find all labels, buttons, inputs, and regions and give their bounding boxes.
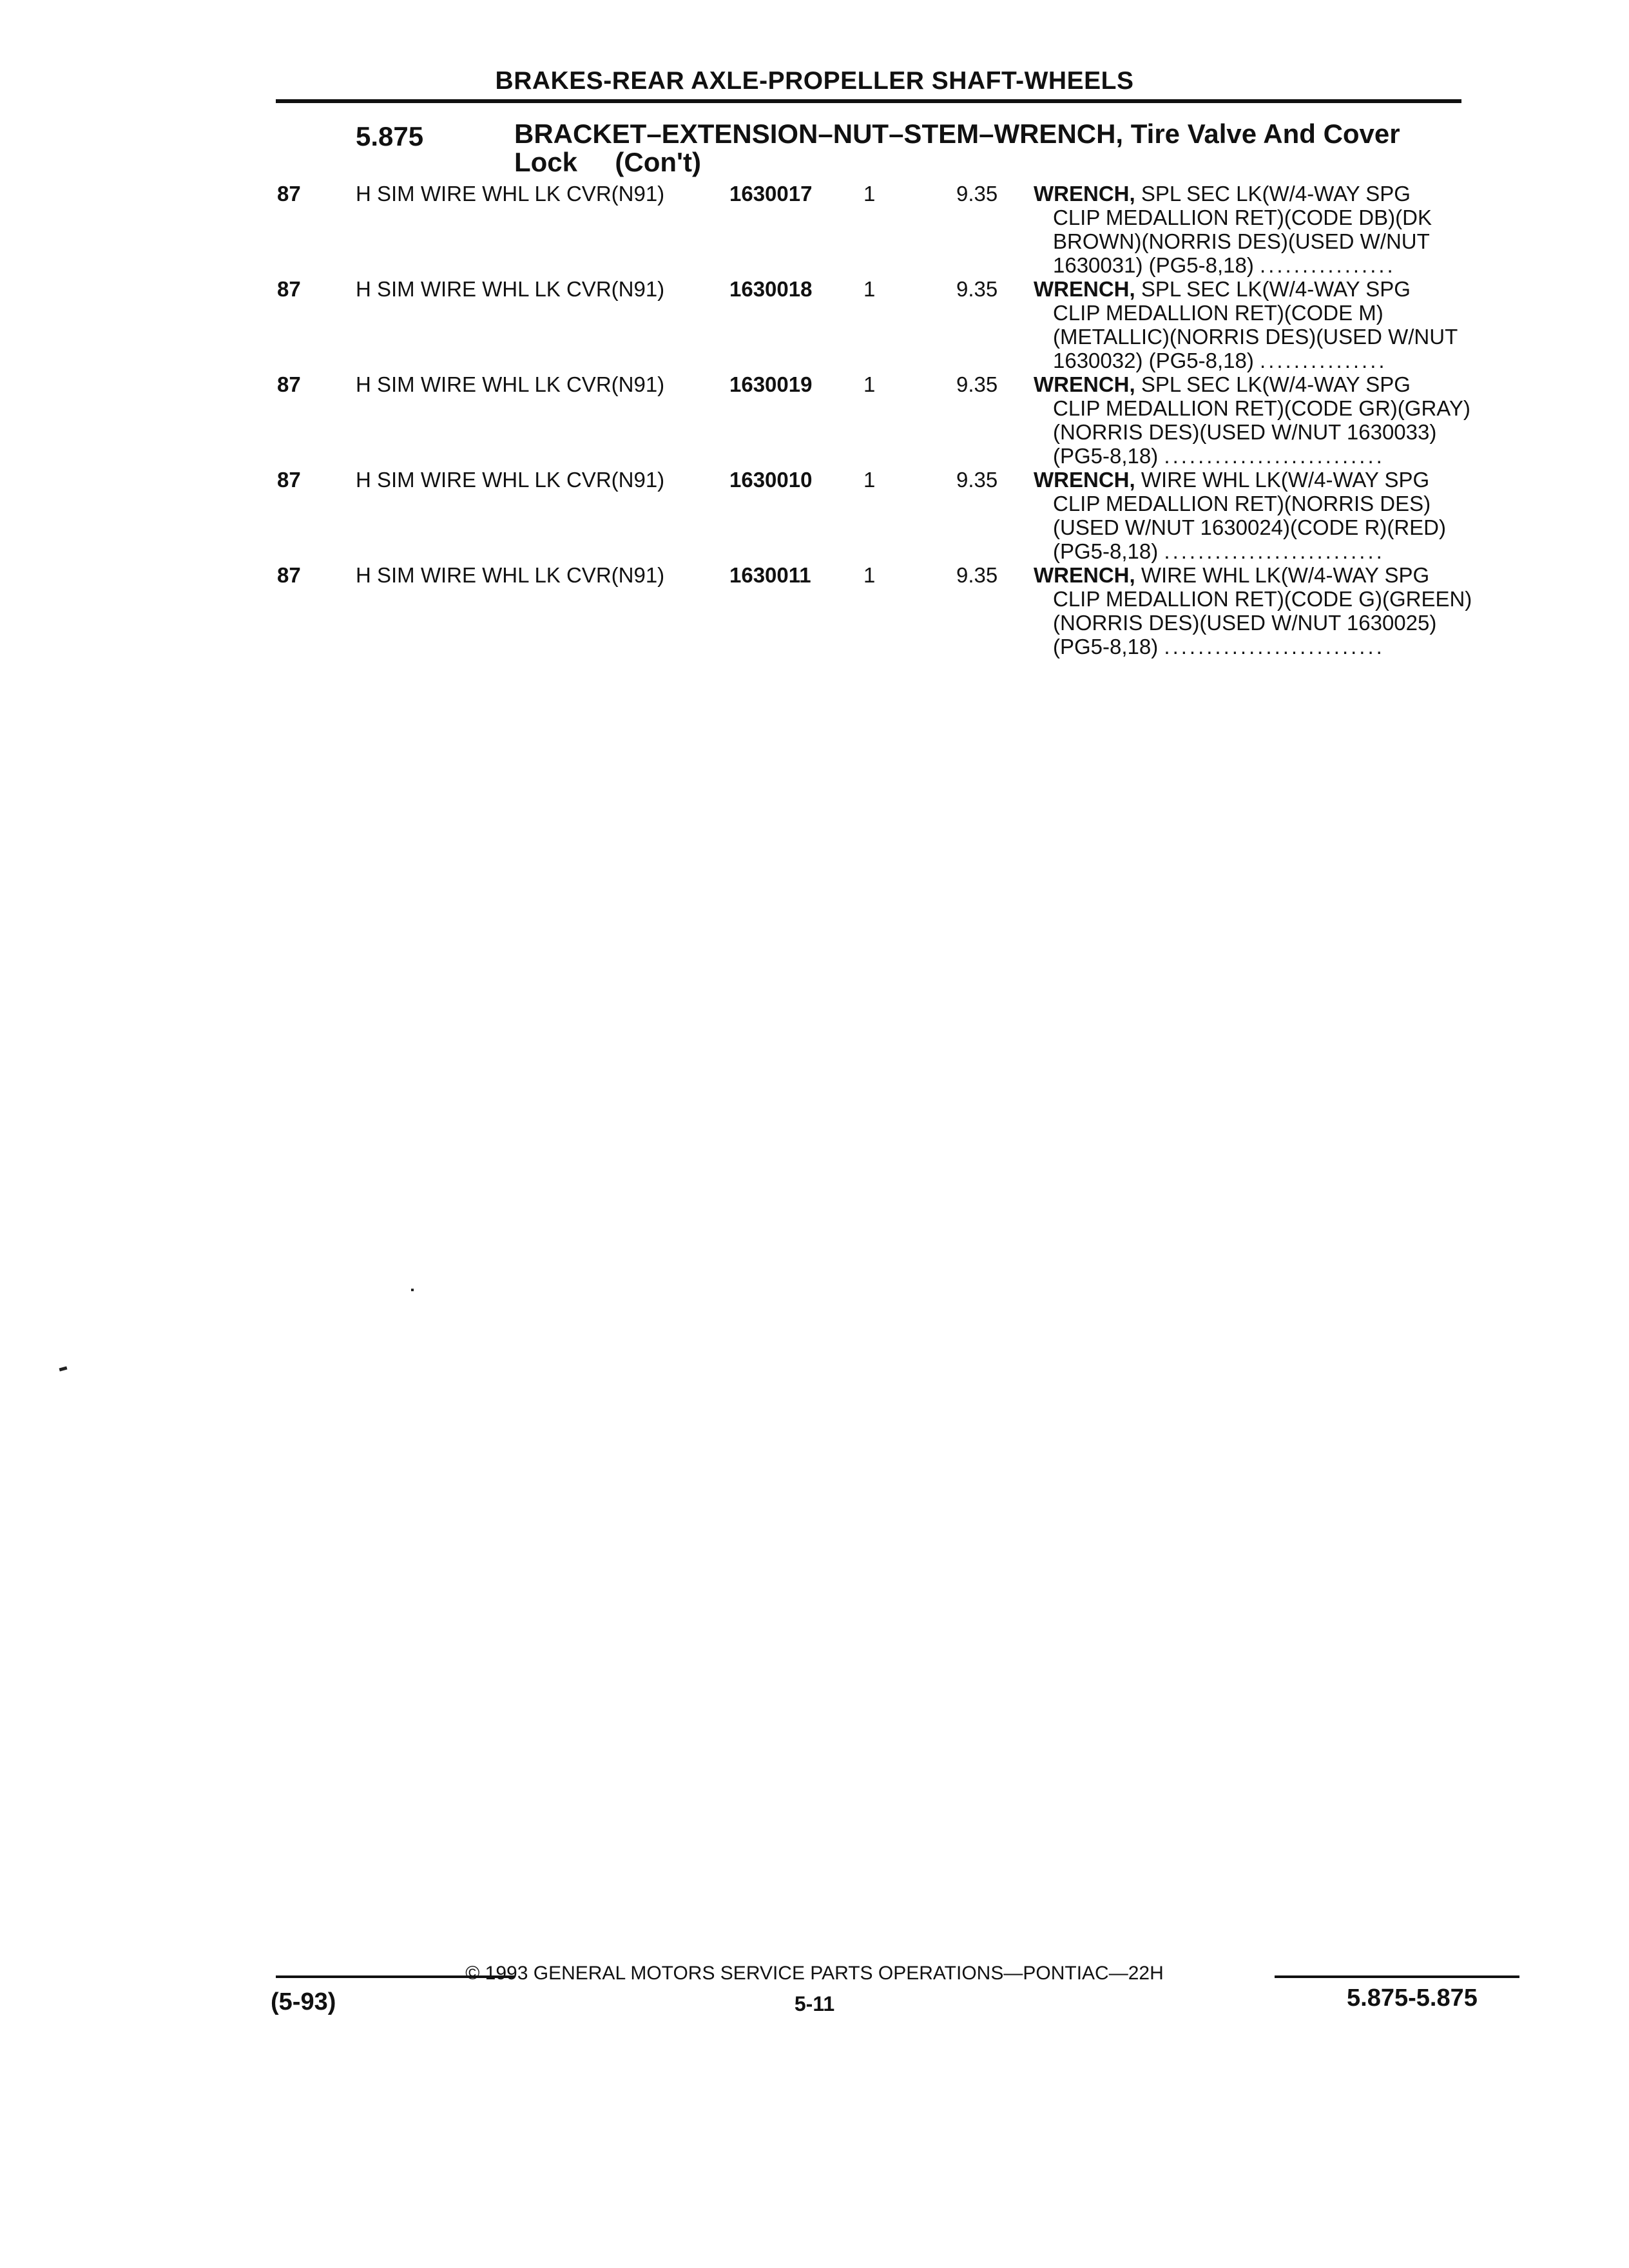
description-cell [1034, 468, 1446, 563]
description-line: CLIP MEDALLION RET)(CODE GR)(GRAY) [1053, 396, 1470, 420]
quantity-cell: 1 [863, 182, 876, 206]
page-header-title: BRAKES-REAR AXLE-PROPELLER SHAFT-WHEELS [495, 67, 1134, 95]
scan-speck [411, 1289, 414, 1291]
description-cell [1034, 277, 1458, 372]
description-cell [1034, 182, 1432, 277]
model-cell: H SIM WIRE WHL LK CVR(N91) [356, 563, 665, 587]
quantity-cell: 1 [863, 372, 876, 396]
description-label: WRENCH, [1034, 563, 1135, 587]
part-number-cell: 1630019 [729, 372, 813, 396]
part-number-cell: 1630011 [729, 563, 811, 587]
dot-leader: .......................... [1164, 444, 1385, 468]
description-line: (NORRIS DES)(USED W/NUT 1630033) [1053, 420, 1437, 444]
quantity-cell: 1 [863, 563, 876, 587]
description-line: WIRE WHL LK(W/4-WAY SPG [1141, 563, 1430, 587]
description-line: SPL SEC LK(W/4-WAY SPG [1141, 277, 1411, 301]
description-line: SPL SEC LK(W/4-WAY SPG [1141, 182, 1411, 206]
model-cell: H SIM WIRE WHL LK CVR(N91) [356, 468, 665, 492]
part-number-cell: 1630018 [729, 277, 813, 301]
price-cell: 9.35 [956, 277, 998, 301]
part-number-cell: 1630010 [729, 468, 813, 492]
description-cell [1034, 563, 1472, 658]
quantity-cell: 1 [863, 468, 876, 492]
description-line: WIRE WHL LK(W/4-WAY SPG [1141, 468, 1430, 492]
description-line: (PG5-8,18) [1053, 635, 1159, 658]
price-cell: 9.35 [956, 563, 998, 587]
model-cell: H SIM WIRE WHL LK CVR(N91) [356, 372, 665, 396]
header-rule [276, 99, 1461, 103]
description-label: WRENCH, [1034, 372, 1135, 396]
description-line: (PG5-8,18) [1053, 539, 1159, 563]
section-title-line1: BRACKET–EXTENSION–NUT–STEM–WRENCH, Tire Valve And Cover [514, 119, 1400, 149]
model-cell: H SIM WIRE WHL LK CVR(N91) [356, 182, 665, 206]
quantity-cell: 1 [863, 277, 876, 301]
description-line: BROWN)(NORRIS DES)(USED W/NUT [1053, 229, 1430, 253]
year-cell: 87 [277, 372, 301, 396]
section-title [514, 120, 1468, 177]
footer-section-range: 5.875-5.875 [1347, 1984, 1478, 2012]
description-line: (NORRIS DES)(USED W/NUT 1630025) [1053, 611, 1437, 635]
model-cell: H SIM WIRE WHL LK CVR(N91) [356, 277, 665, 301]
price-cell: 9.35 [956, 182, 998, 206]
description-line: SPL SEC LK(W/4-WAY SPG [1141, 372, 1411, 396]
year-cell: 87 [277, 277, 301, 301]
description-line: 1630032) (PG5-8,18) [1053, 349, 1254, 372]
description-label: WRENCH, [1034, 468, 1135, 492]
dot-leader: .......................... [1164, 539, 1385, 563]
price-cell: 9.35 [956, 468, 998, 492]
description-line: CLIP MEDALLION RET)(CODE DB)(DK [1053, 206, 1432, 229]
description-label: WRENCH, [1034, 182, 1135, 206]
footer-page-number: 5-11 [794, 1992, 835, 2015]
scan-speck [59, 1367, 68, 1372]
section-title-line2: Lock (Con't) [514, 147, 701, 177]
description-line: CLIP MEDALLION RET)(CODE G)(GREEN) [1053, 587, 1472, 611]
description-line: 1630031) (PG5-8,18) [1053, 253, 1254, 277]
price-cell: 9.35 [956, 372, 998, 396]
dot-leader: ............... [1260, 349, 1387, 372]
description-line: CLIP MEDALLION RET)(NORRIS DES) [1053, 492, 1431, 515]
description-line: (METALLIC)(NORRIS DES)(USED W/NUT [1053, 325, 1458, 349]
section-number: 5.875 [356, 121, 424, 151]
description-line: (USED W/NUT 1630024)(CODE R)(RED) [1053, 515, 1446, 539]
dot-leader: .......................... [1164, 635, 1385, 658]
year-cell: 87 [277, 182, 301, 206]
footer-date: (5-93) [271, 1988, 336, 2015]
description-line: (PG5-8,18) [1053, 444, 1159, 468]
dot-leader: ................ [1260, 253, 1396, 277]
footer-copyright: © 1993 GENERAL MOTORS SERVICE PARTS OPERATIONS—PONTIAC—22H [465, 1963, 1164, 1984]
part-number-cell: 1630017 [729, 182, 813, 206]
year-cell: 87 [277, 563, 301, 587]
description-cell [1034, 372, 1470, 468]
year-cell: 87 [277, 468, 301, 492]
description-label: WRENCH, [1034, 277, 1135, 301]
description-line: CLIP MEDALLION RET)(CODE M) [1053, 301, 1383, 325]
